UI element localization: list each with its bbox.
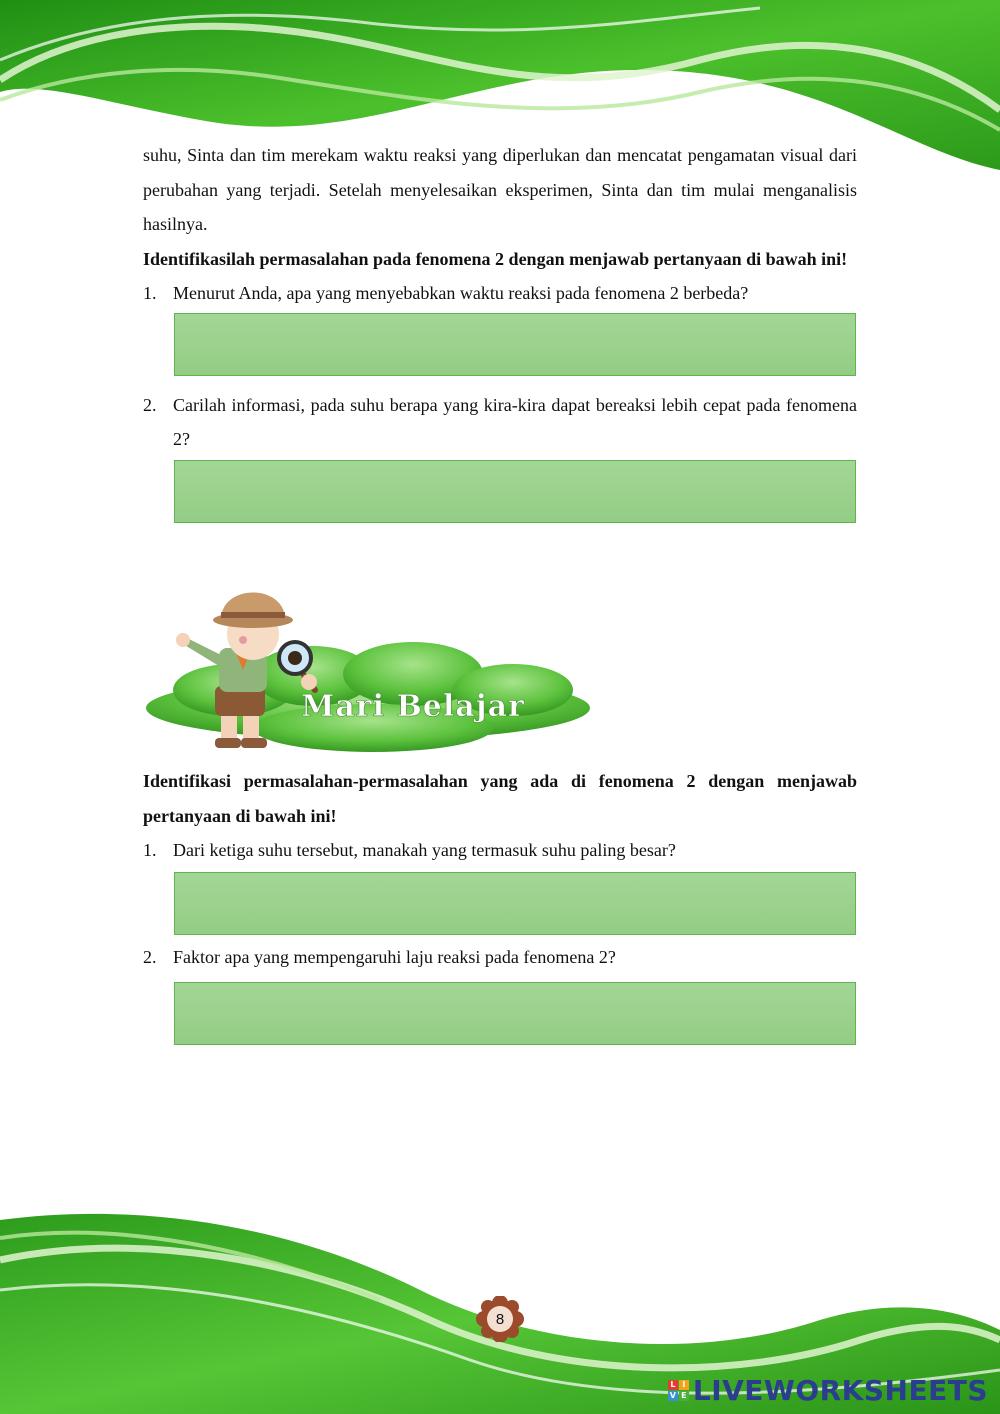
question-item [143, 833, 857, 868]
answer-box-section1-q2[interactable] [174, 460, 856, 523]
badge-letter: L [668, 1380, 678, 1390]
brand-badge-icon [668, 1380, 689, 1401]
page-number-badge [473, 1296, 527, 1342]
question-number: 1. [143, 840, 157, 860]
section1-instruction: Identifikasilah permasalahan pada fenomena 2 dengan menjawab pertanyaan di bawah ini! [143, 248, 848, 269]
badge-letter: I [679, 1380, 689, 1390]
upper-content [143, 138, 857, 523]
question-text: Carilah informasi, pada suhu berapa yang kira-kira dapat bereaksi lebih cepat pada fenomena 2? [173, 394, 857, 449]
question-number: 1. [143, 283, 157, 303]
lower-content [143, 764, 857, 1045]
badge-letter: E [679, 1391, 689, 1401]
answer-box-section2-q1[interactable] [174, 872, 856, 935]
question-text: Faktor apa yang mempengaruhi laju reaksi pada fenomena 2? [173, 946, 616, 967]
mari-belajar-banner [143, 578, 593, 758]
page-number: 8 [495, 1310, 505, 1328]
cloud-illustration [143, 578, 593, 758]
answer-box-section2-q2[interactable] [174, 982, 856, 1045]
brand-text: LIVEWORKSHEETS [692, 1373, 988, 1407]
section2-instruction: Identifikasi permasalahan-permasalahan yang ada di fenomena 2 dengan menjawab pertanyaan di bawah ini! [143, 771, 857, 826]
intro-paragraph: suhu, Sinta dan tim merekam waktu reaksi yang diperlukan dan mencatat pengamatan visual dari perubahan yang terjadi. Setelah menyelesaikan eksperimen, Sinta dan tim mulai menganalisis hasilnya. [143, 145, 857, 234]
banner-title: Mari Belajar [301, 689, 525, 724]
question-item [143, 276, 857, 311]
question-item [143, 388, 857, 457]
badge-letter: V [669, 1390, 676, 1400]
question-number: 2. [143, 946, 157, 967]
question-number: 2. [143, 394, 157, 415]
liveworksheets-logo [668, 1372, 988, 1408]
question-text: Menurut Anda, apa yang menyebabkan waktu reaksi pada fenomena 2 berbeda? [173, 283, 749, 303]
answer-box-section1-q1[interactable] [174, 313, 856, 376]
question-item [143, 940, 857, 975]
question-text: Dari ketiga suhu tersebut, manakah yang termasuk suhu paling besar? [173, 840, 676, 860]
